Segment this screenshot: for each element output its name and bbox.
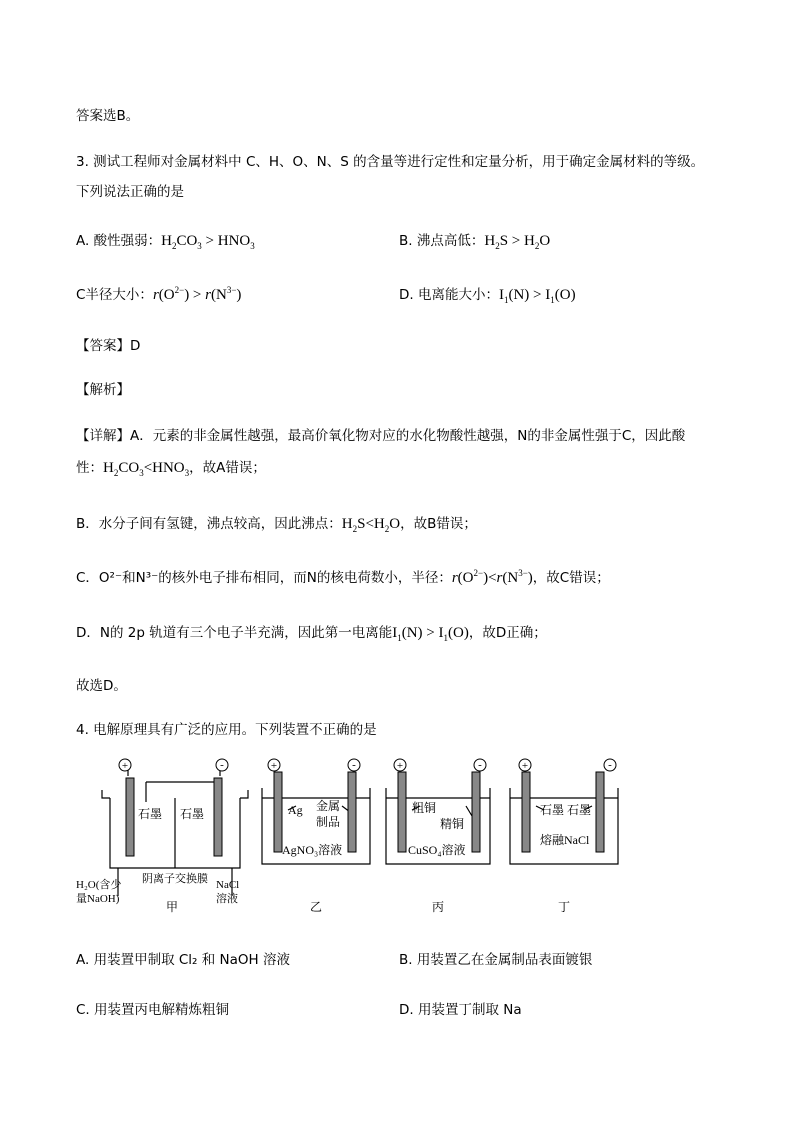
bing-left-electrode: 粗铜 [412,801,437,815]
q3-detail-c [76,566,610,587]
ding-caption: 丁 [557,900,571,914]
minus-sign: - [220,759,224,771]
formula: $H_2S<H_2O$ [341,516,401,534]
jia-left-electrode: 石墨 [138,807,163,821]
q4-option-c: C. 用装置丙电解精炼粗铜 [76,1002,230,1018]
q3-option-b-label: B. 沸点高低： [399,233,485,249]
q3-stem-line1: 3. 测试工程师对金属材料中 C、H、O、N、S 的含量等进行定性和定量分析，用于确定金属材料的等级。 [76,154,705,170]
jia-left-inlet-1: H₂O(含少 [76,879,122,891]
bing-right-electrode: 精铜 [440,817,465,831]
q3-option-a-label: A. 酸性强弱： [76,233,162,249]
jia-caption: 甲 [165,900,179,914]
yi-solution: AgNO₃溶液 [282,843,343,857]
q3-stem-line2: 下列说法正确的是 [76,184,184,200]
minus-sign: - [608,759,612,771]
text: ，故B错误； [400,516,477,532]
q3-conclusion: 故选D。 [76,678,127,694]
q3-answer: 【答案】D [76,338,141,354]
plus-sign: + [396,760,404,772]
formula: $I_1(N) > I_1(O)$ [392,625,469,643]
formula: $H_2CO_3 > HNO_3$ [161,233,255,251]
yi-right-electrode-2: 制品 [316,815,341,829]
q3-option-b [399,229,550,251]
jia-membrane: 阴离子交换膜 [142,873,208,885]
q3-option-d [399,283,576,305]
text: ，故D正确； [468,625,547,641]
text: B．水分子间有氢键，沸点较高，因此沸点： [76,516,342,532]
jia-right-inlet-1: NaCl [216,879,240,891]
q4-option-b: B. 用装置乙在金属制品表面镀银 [399,952,593,968]
q4-stem: 4. 电解原理具有广泛的应用。下列装置不正确的是 [76,722,377,738]
jia-right-inlet-2: 溶液 [216,893,238,905]
yi-left-electrode: Ag [288,803,303,817]
formula: $r(O^{2-})<r(N^{3-})$ [451,568,533,586]
plus-sign: + [270,760,278,772]
ding-solution: 熔融NaCl [540,833,590,847]
q3-detail-b [76,512,477,534]
text: C．O²⁻和N³⁻的核外电子排布相同，而N的核电荷数小，半径： [76,570,452,586]
minus-sign: - [478,759,482,771]
bing-caption: 丙 [431,900,445,914]
ding-electrodes: 石墨 石墨 [540,803,592,817]
yi-caption: 乙 [309,900,323,914]
yi-right-electrode-1: 金属 [316,799,341,813]
jia-left-inlet-2: 量NaOH) [76,893,120,905]
plus-sign: + [121,760,129,772]
text: 性： [76,460,103,476]
minus-sign: - [352,759,356,771]
q3-analysis: 【解析】 [76,382,130,398]
q3-detail-d [76,621,547,643]
previous-answer: 答案选B。 [76,108,140,124]
formula: $H_2CO_3<HNO_3$ [103,460,190,478]
text: ，故A错误； [189,460,266,476]
jia-right-electrode: 石墨 [180,807,205,821]
q3-option-c [76,283,241,304]
plus-sign: + [521,760,529,772]
q3-detail-a-line2 [76,456,266,478]
q3-option-d-label: D. 电离能大小： [399,287,499,303]
formula: $H_2S > H_2O$ [484,233,551,251]
q3-option-a [76,229,255,251]
formula: $r(O^{2-}) > r(N^{3-})$ [152,285,242,303]
q3-detail-a-line1: 【详解】A．元素的非金属性越强，最高价氧化物对应的水化物酸性越强，N的非金属性强于C，因此酸 [76,428,686,444]
formula: $I_1(N) > I_1(O)$ [498,287,576,305]
bing-solution: CuSO₄溶液 [408,843,466,857]
q3-option-c-label: C半径大小： [76,287,153,303]
text: ，故C错误； [532,570,610,586]
electrolysis-figure [70,756,660,921]
text: D．N的 2p 轨道有三个电子半充满，因此第一电离能 [76,625,393,641]
q4-option-a: A. 用装置甲制取 Cl₂ 和 NaOH 溶液 [76,952,290,968]
q4-option-d: D. 用装置丁制取 Na [399,1002,522,1018]
